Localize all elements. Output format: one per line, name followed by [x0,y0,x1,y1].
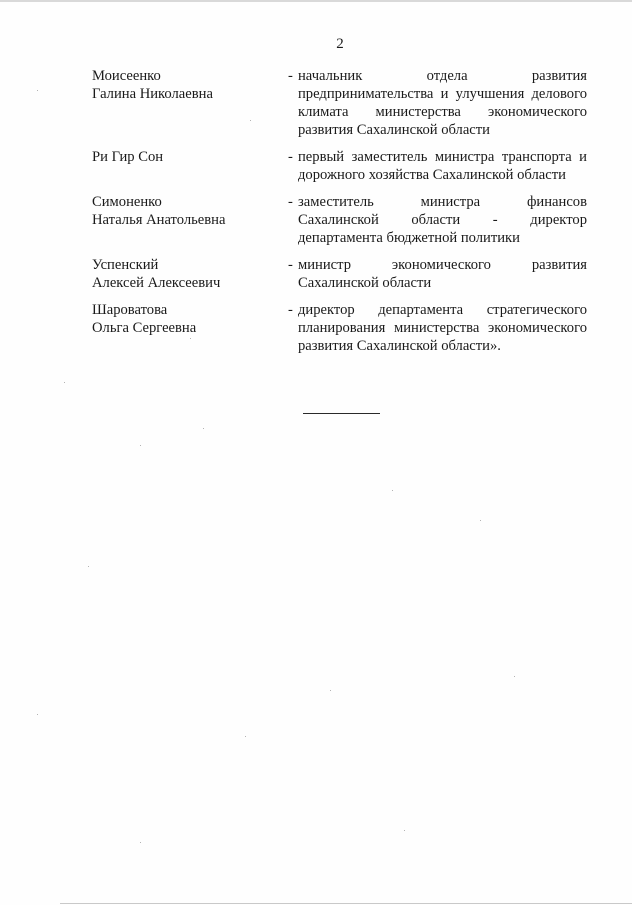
member-name [92,67,282,103]
entry-dash: - [288,302,293,318]
scan-speck [250,120,251,121]
scan-speck [140,445,141,446]
scan-speck [140,842,141,843]
member-name [92,301,282,337]
scan-speck [392,490,393,491]
position-line: департамента бюджетной политики [298,230,520,246]
position-line: Сахалинской области [298,275,432,291]
entry-dash: - [288,68,293,84]
member-position [298,148,587,184]
member-name [92,193,282,229]
member-given-names: Ольга Сергеевна [92,320,197,336]
position-line: климата министерства экономического [298,104,587,120]
member-name [92,148,282,166]
scan-speck [203,428,204,429]
scan-speck [480,520,481,521]
scan-speck [37,90,38,91]
member-surname: Симоненко [92,194,162,210]
scan-speck [190,338,191,339]
scan-bottom-edge [60,903,632,904]
member-name [92,256,282,292]
position-line: начальник отдела развития [298,68,587,84]
position-line: дорожного хозяйства Сахалинской области [298,167,566,183]
entry-dash: - [288,194,293,210]
member-surname: Моисеенко [92,68,161,84]
member-position [298,193,587,247]
scan-speck [514,676,515,677]
member-given-names: Наталья Анатольевна [92,212,226,228]
scan-top-edge [0,0,632,2]
position-line: предпринимательства и улучшения делового [298,86,587,102]
position-line: планирования министерства экономического [298,320,587,336]
member-surname: Шароватова [92,302,168,318]
scan-speck [64,382,65,383]
scan-speck [37,714,38,715]
closing-rule [303,413,380,414]
scan-speck [330,690,331,691]
member-given-names: Галина Николаевна [92,86,213,102]
member-position [298,301,587,355]
position-line: Сахалинской области - директор [298,212,587,228]
position-line: министр экономического развития [298,257,587,273]
entry-dash: - [288,149,293,165]
scan-speck [404,830,405,831]
position-line: первый заместитель министра транспорта и [298,149,587,165]
member-position [298,256,587,292]
scan-speck [88,566,89,567]
position-line: развития Сахалинской области». [298,338,501,354]
scan-speck [245,736,246,737]
entry-dash: - [288,257,293,273]
position-line: директор департамента стратегического [298,302,587,318]
member-surname: Ри Гир Сон [92,149,164,165]
position-line: заместитель министра финансов [298,194,587,210]
page-number: 2 [336,36,344,52]
member-surname: Успенский [92,257,159,273]
position-line: развития Сахалинской области [298,122,490,138]
member-given-names: Алексей Алексеевич [92,275,221,291]
member-position [298,67,587,139]
